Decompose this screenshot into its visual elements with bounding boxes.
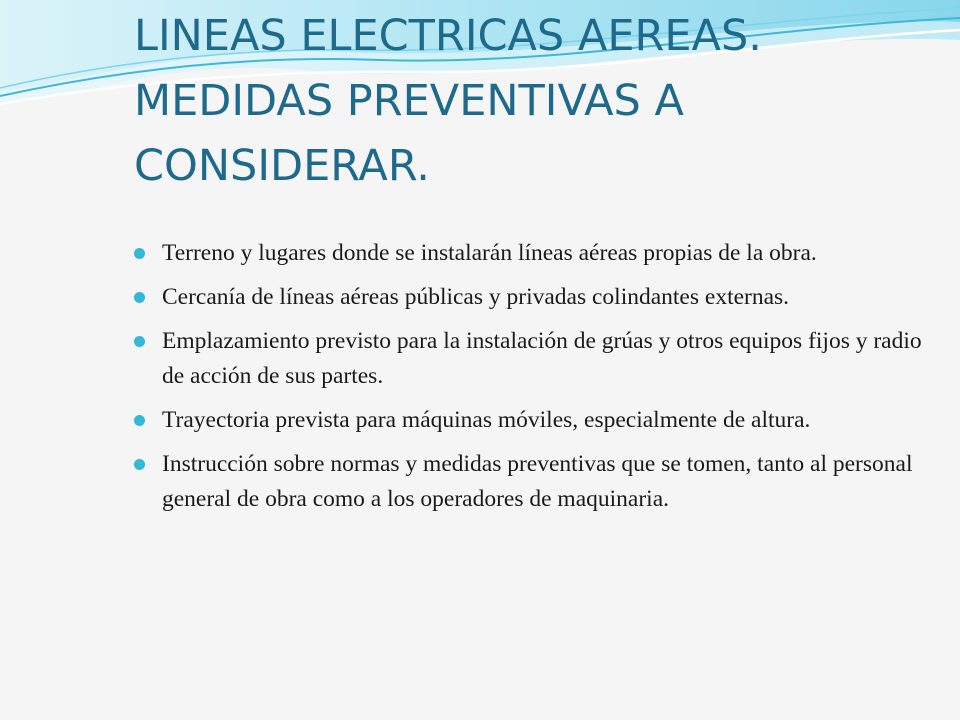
bullet-item bbox=[134, 324, 924, 394]
title-line-3: CONSIDERAR. bbox=[134, 141, 430, 191]
bullet-item bbox=[134, 447, 924, 517]
bullet-dot-icon bbox=[134, 248, 145, 259]
bullet-item bbox=[134, 403, 924, 438]
bullet-dot-icon bbox=[134, 336, 145, 347]
title-line-1: LINEAS ELECTRICAS AEREAS. bbox=[134, 11, 762, 61]
bullet-item bbox=[134, 280, 924, 315]
bullet-text: Emplazamiento previsto para la instalación de grúas y otros equipos fijos y radio de acción de sus partes. bbox=[162, 328, 922, 389]
bullet-text: Terreno y lugares donde se instalarán líneas aéreas propias de la obra. bbox=[162, 240, 817, 266]
slide-title bbox=[134, 4, 934, 199]
bullet-dot-icon bbox=[134, 292, 145, 303]
bullet-text: Instrucción sobre normas y medidas preventivas que se tomen, tanto al personal general de obra como a los operadores de maquinaria. bbox=[162, 451, 913, 512]
bullet-list bbox=[134, 236, 924, 526]
bullet-text: Trayectoria prevista para máquinas móviles, especialmente de altura. bbox=[162, 407, 811, 433]
title-line-2: MEDIDAS PREVENTIVAS A bbox=[134, 76, 684, 126]
bullet-dot-icon bbox=[134, 415, 145, 426]
bullet-dot-icon bbox=[134, 459, 145, 470]
bullet-item bbox=[134, 236, 924, 271]
bullet-text: Cercanía de líneas aéreas públicas y privadas colindantes externas. bbox=[162, 284, 790, 310]
